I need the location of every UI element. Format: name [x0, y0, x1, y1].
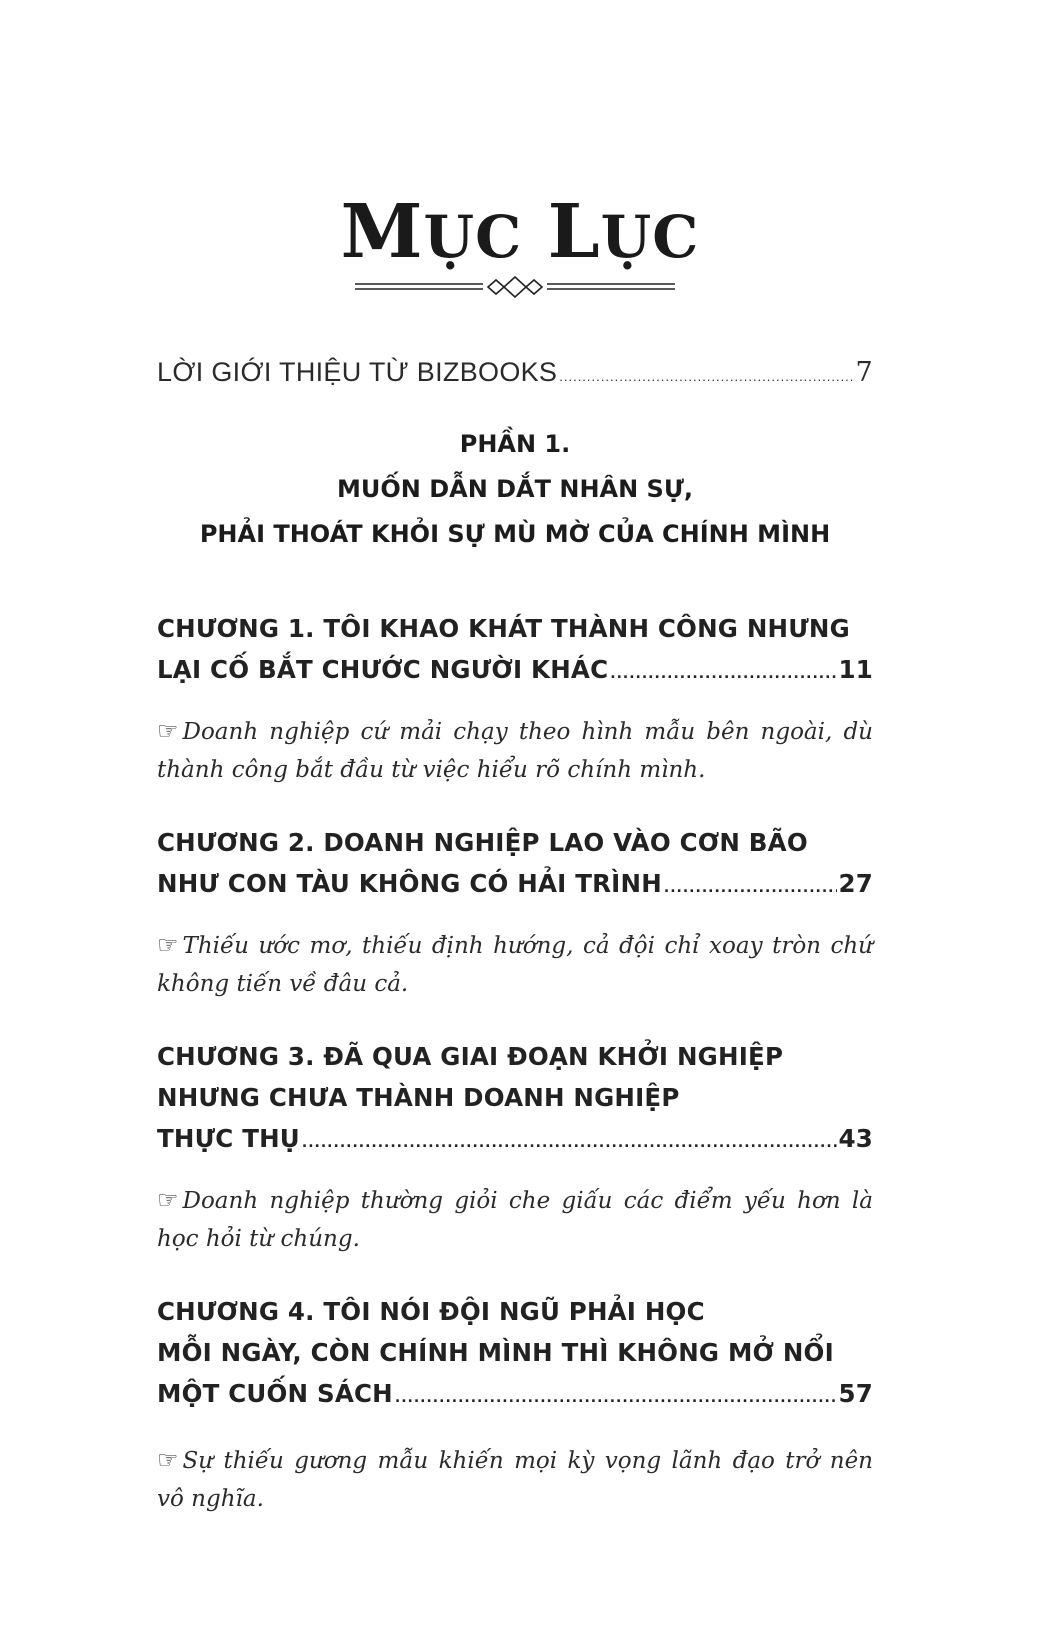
dot-leader [395, 1378, 837, 1419]
toc-entry-intro[interactable] [157, 352, 873, 397]
part-heading [157, 422, 873, 557]
chapter-3-summary [157, 1181, 873, 1258]
chapter-title-line: MỖI NGÀY, CÒN CHÍNH MÌNH THÌ KHÔNG MỞ NỔI [157, 1338, 834, 1367]
pointing-hand-icon: ☞ [157, 1446, 179, 1474]
pointing-hand-icon: ☞ [157, 1186, 179, 1214]
pointing-hand-icon: ☞ [157, 717, 179, 745]
toc-page-number: 57 [838, 1379, 873, 1408]
toc-page-number: 27 [838, 869, 873, 898]
title-word-1: MỤC [340, 189, 523, 275]
toc-entry-chapter-2[interactable] [157, 822, 873, 909]
chapter-2-summary [157, 926, 873, 1003]
chapter-title-last-line [157, 649, 873, 695]
toc-page-number: 43 [838, 1124, 873, 1153]
summary-text: Thiếu ước mơ, thiếu định hướng, cả đội chỉ xoay tròn chứ không tiến về đâu cả. [157, 933, 873, 997]
chapter-title-line: CHƯƠNG 1. TÔI KHAO KHÁT THÀNH CÔNG NHƯNG [157, 614, 850, 643]
chapter-title-line: CHƯƠNG 2. DOANH NGHIỆP LAO VÀO CƠN BÃO [157, 828, 808, 857]
toc-entry-chapter-1[interactable] [157, 608, 873, 695]
dot-leader [302, 1123, 837, 1164]
page-title [0, 189, 1040, 277]
toc-page-number: 7 [855, 357, 873, 388]
chapter-title-line: MỘT CUỐN SÁCH [157, 1379, 393, 1408]
dot-leader [610, 654, 836, 695]
part-title-line-2: PHẢI THOÁT KHỎI SỰ MÙ MỜ CỦA CHÍNH MÌNH [199, 520, 831, 548]
toc-entry-label: LỜI GIỚI THIỆU TỪ BIZBOOKS [157, 357, 558, 387]
part-title-line-1: MUỐN DẪN DẮT NHÂN SỰ, [336, 475, 693, 503]
summary-text: Doanh nghiệp thường giỏi che giấu các điểm yếu hơn là học hỏi từ chúng. [157, 1188, 873, 1252]
chapter-4-summary [157, 1441, 873, 1518]
ornament-divider-icon [355, 276, 675, 298]
chapter-title-line: NHƯNG CHƯA THÀNH DOANH NGHIỆP [157, 1083, 680, 1112]
chapter-title-last-line [157, 1118, 873, 1164]
chapter-title-line: CHƯƠNG 4. TÔI NÓI ĐỘI NGŨ PHẢI HỌC [157, 1297, 705, 1326]
toc-entry-chapter-4[interactable] [157, 1291, 873, 1419]
part-number: PHẦN 1. [459, 430, 571, 458]
summary-text: Doanh nghiệp cứ mải chạy theo hình mẫu bên ngoài, dù thành công bắt đầu từ việc hiểu rõ chính mình. [157, 719, 873, 783]
toc-entry-chapter-3[interactable] [157, 1036, 873, 1164]
pointing-hand-icon: ☞ [157, 931, 179, 959]
chapter-1-summary [157, 712, 873, 789]
title-word-2: LỤC [547, 189, 700, 275]
summary-text: Sự thiếu gương mẫu khiến mọi kỳ vọng lãnh đạo trở nên vô nghĩa. [157, 1448, 873, 1512]
chapter-title-last-line [157, 863, 873, 909]
dot-leader [664, 868, 837, 909]
chapter-title-line: THỰC THỤ [157, 1124, 300, 1153]
chapter-title-line: CHƯƠNG 3. ĐÃ QUA GIAI ĐOẠN KHỞI NGHIỆP [157, 1042, 784, 1071]
chapter-title-last-line [157, 1373, 873, 1419]
toc-page-number: 11 [838, 655, 873, 684]
chapter-title-line: NHƯ CON TÀU KHÔNG CÓ HẢI TRÌNH [157, 869, 662, 898]
chapter-title-line: LẠI CỐ BẮT CHƯỚC NGƯỜI KHÁC [157, 655, 609, 684]
dot-leader [559, 357, 853, 397]
